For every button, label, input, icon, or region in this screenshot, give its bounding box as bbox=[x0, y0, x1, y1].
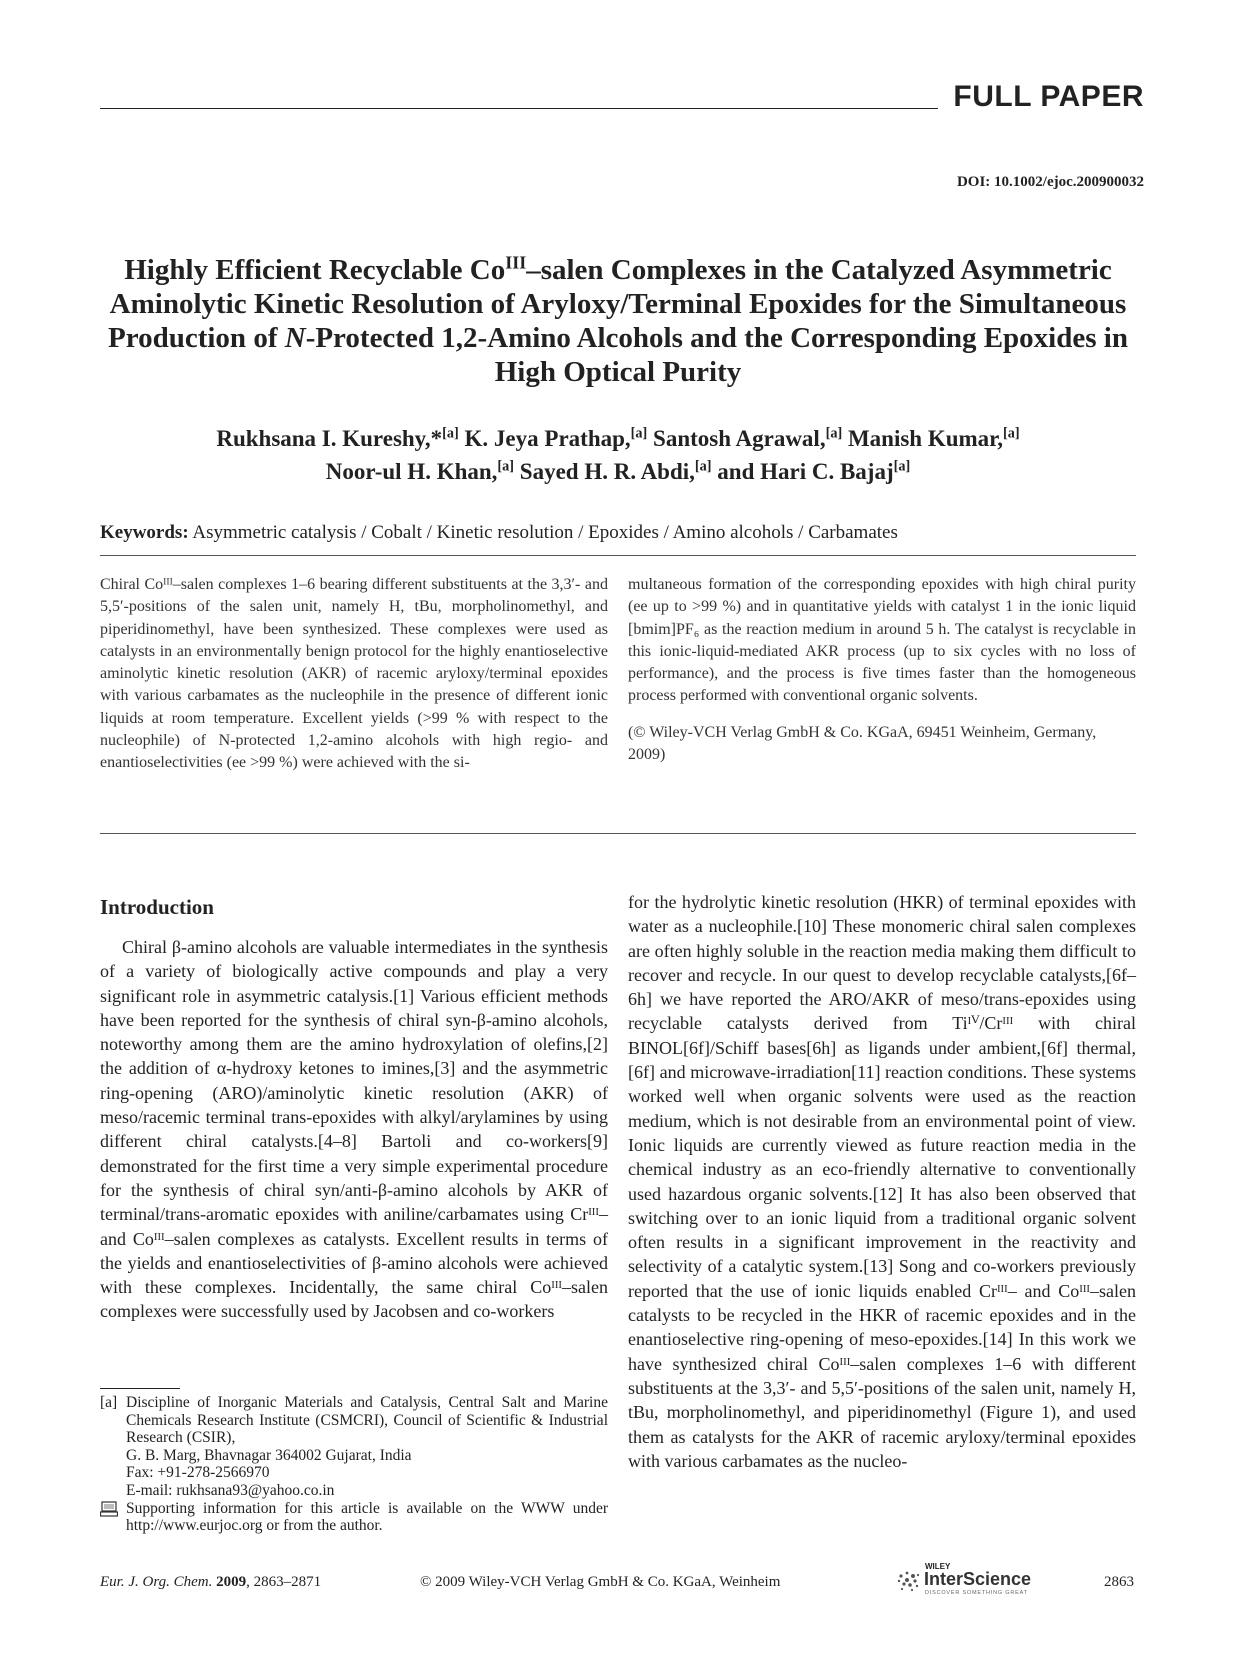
footnote-line: G. B. Marg, Bhavnagar 364002 Gujarat, India bbox=[126, 1446, 412, 1464]
author: Sayed H. R. Abdi,[a] bbox=[519, 458, 712, 484]
author: Noor-ul H. Khan,[a] bbox=[325, 458, 515, 484]
footnote-email: E-mail: rukhsana93@yahoo.co.in bbox=[126, 1481, 335, 1499]
footer-copyright: © 2009 Wiley-VCH Verlag GmbH & Co. KGaA, Weinheim bbox=[420, 1574, 781, 1590]
intro-paragraph: Chiral β-amino alcohols are valuable intermediates in the synthesis of a variety of biologically active compounds and play a very significant role in asymmetric catalysis.[1] Various efficient methods have been reported for the synthesis of chiral syn-β-amino alcohols, noteworthy among them are the amino hydroxylation of olefins,[2] the addition of α-hydroxy ketones to imines,[3] and the asymmetric ring-opening (ARO)/aminolytic kinetic resolution (AKR) of meso/racemic terminal trans-epoxides with alkyl/arylamines by using different chiral catalysts.[4–8] Bartoli and co-workers[9] demonstrated for the first time a very simple experimental procedure for the synthesis of chiral syn/anti-β-amino alcohols by AKR of terminal/trans-aromatic epoxides with aniline/carbamates using Crᴵᴵᴵ– and Coᴵᴵᴵ–salen complexes as catalysts. Excellent results in terms of the yields and enantioselectivities of β-amino alcohols were achieved with these complexes. Incidentally, the same chiral Coᴵᴵᴵ–salen complexes were successfully used by Jacobsen and co-workers bbox=[100, 937, 608, 1322]
header-rule bbox=[100, 108, 938, 109]
keywords-text: Asymmetric catalysis / Cobalt / Kinetic resolution / Epoxides / Amino alcohols / Carbamates bbox=[192, 522, 898, 543]
abstract-top-rule bbox=[100, 555, 1136, 556]
logo-wiley: WILEY bbox=[925, 1562, 951, 1571]
article-title: Highly Efficient Recyclable $Co^{III}$–salen Complexes in the Catalyzed Asymmetric Aminolytic Kinetic Resolution of Aryloxy/Terminal Epoxides for the Simultaneous Production of N-Protected 1,2-Amino Alcohols and the Corresponding Epoxides in High Optical Purity bbox=[108, 252, 1128, 388]
author: Manish Kumar,[a] bbox=[847, 425, 1020, 451]
author: K. Jeya Prathap,[a] bbox=[464, 425, 648, 451]
logo-interscience: InterScience bbox=[924, 1569, 1032, 1589]
intro-left-column bbox=[100, 935, 608, 1324]
journal-citation: Eur. J. Org. Chem. 2009, 2863–2871 bbox=[100, 1574, 322, 1590]
abstract-copyright: (© Wiley-VCH Verlag GmbH & Co. KGaA, 69451 Weinheim, Germany, 2009) bbox=[628, 723, 1097, 764]
intro-paragraph-continued: for the hydrolytic kinetic resolution (HKR) of terminal epoxides with water as a nucleophile.[10] These monomeric chiral salen complexes are often highly soluble in the reaction media making them difficult to recover and recycle. In our quest to develop recyclable catalysts,[6f–6h] we have reported the ARO/AKR of meso/trans-epoxides using recyclable catalysts derived from Tiᴵⱽ/Crᴵᴵᴵ with chiral BINOL[6f]/Schiff bases[6h] as ligands under ambient,[6f] thermal,[6f] and microwave-irradiation[11] reaction conditions. These systems worked well when organic solvents were used as the reaction medium, which is not desirable from an environmental point of view. Ionic liquids are currently viewed as future reaction media in the chemical industry as an eco-friendly alternative to conventionally used hazardous organic solvents.[12] It has also been observed that switching over to an ionic liquid from a traditional organic solvent often results in a significant improvement in the reactivity and selectivity of a catalytic system.[13] Song and co-workers previously reported that the use of ionic liquids enabled Crᴵᴵᴵ– and Coᴵᴵᴵ–salen catalysts to be recycled in the HKR of racemic epoxides and in the enantioselective ring-opening of meso-epoxides.[14] In this work we have synthesized chiral Coᴵᴵᴵ–salen complexes 1–6 with different substituents at the 3,3′- and 5,5′-positions of the salen unit, namely H, tBu, morpholinomethyl, and piperidinomethyl (Figure 1), and used them as catalysts for the AKR of racemic aryloxy/terminal epoxides with various carbamates as the nucleo- bbox=[628, 892, 1136, 1471]
supporting-info-note: Supporting information for this article is available on the WWW under http://www.eurjoc.org or from the author. bbox=[126, 1499, 608, 1535]
logo-tagline: DISCOVER SOMETHING GREAT bbox=[925, 1590, 1028, 1596]
author-list bbox=[100, 422, 1136, 488]
interscience-logo bbox=[893, 1562, 1069, 1598]
section-label: FULL PAPER bbox=[953, 80, 1144, 113]
keywords bbox=[100, 522, 898, 544]
author: Santosh Agrawal,[a] bbox=[653, 425, 843, 451]
abstract-text-right: multaneous formation of the corresponding epoxides with high chiral purity (ee up to >99 %) and in quantitative yields with catalyst 1 in the ionic liquid [bmim]PF₆ as the reaction medium in around 5 h. The catalyst is recyclable in this ionic-liquid-mediated AKR process (up to six cycles with no loss of performance), and the process is five times faster than the homogeneous process performed with conventional organic solvents. bbox=[628, 576, 1136, 705]
abstract-right-column bbox=[628, 574, 1136, 766]
page-number: 2863 bbox=[1104, 1574, 1134, 1590]
author: Rukhsana I. Kureshy,*[a] bbox=[216, 425, 459, 451]
footnote-line: Fax: +91-278-2566970 bbox=[126, 1464, 270, 1482]
author: and Hari C. Bajaj[a] bbox=[717, 458, 911, 484]
abstract-text-left: Chiral Coᴵᴵᴵ–salen complexes 1–6 bearing different substituents at the 3,3′- and 5,5′-positions of the salen unit, namely H, tBu, morpholinomethyl, and piperidinomethyl, have been synthesized. These complexes were used as catalysts in an environmentally benign protocol for the highly enantioselective aminolytic kinetic resolution (AKR) of racemic aryloxy/terminal epoxides with various carbamates as the nucleophile in the presence of different ionic liquids at room temperature. Excellent yields (>99 % with respect to the nucleophile) of N-protected 1,2-amino alcohols with high regio- and enantioselectivities (ee >99 %) were achieved with the si- bbox=[100, 576, 608, 772]
footnote-rule bbox=[100, 1388, 180, 1389]
abstract-bottom-rule bbox=[100, 833, 1136, 834]
computer-icon bbox=[100, 1500, 126, 1535]
footnote-line: Discipline of Inorganic Materials and Catalysis, Central Salt and Marine Chemicals Research Institute (CSMCRI), Council of Scientific & Industrial Research (CSIR), bbox=[126, 1394, 608, 1447]
intro-right-column bbox=[628, 890, 1136, 1473]
keywords-label: Keywords: bbox=[100, 522, 189, 543]
footnote-mark: [a] bbox=[100, 1394, 118, 1411]
affiliation-footnote bbox=[100, 1394, 608, 1535]
doi: DOI: 10.1002/ejoc.200900032 bbox=[956, 174, 1144, 190]
section-heading: Introduction bbox=[100, 895, 214, 919]
abstract-left-column bbox=[100, 574, 608, 775]
